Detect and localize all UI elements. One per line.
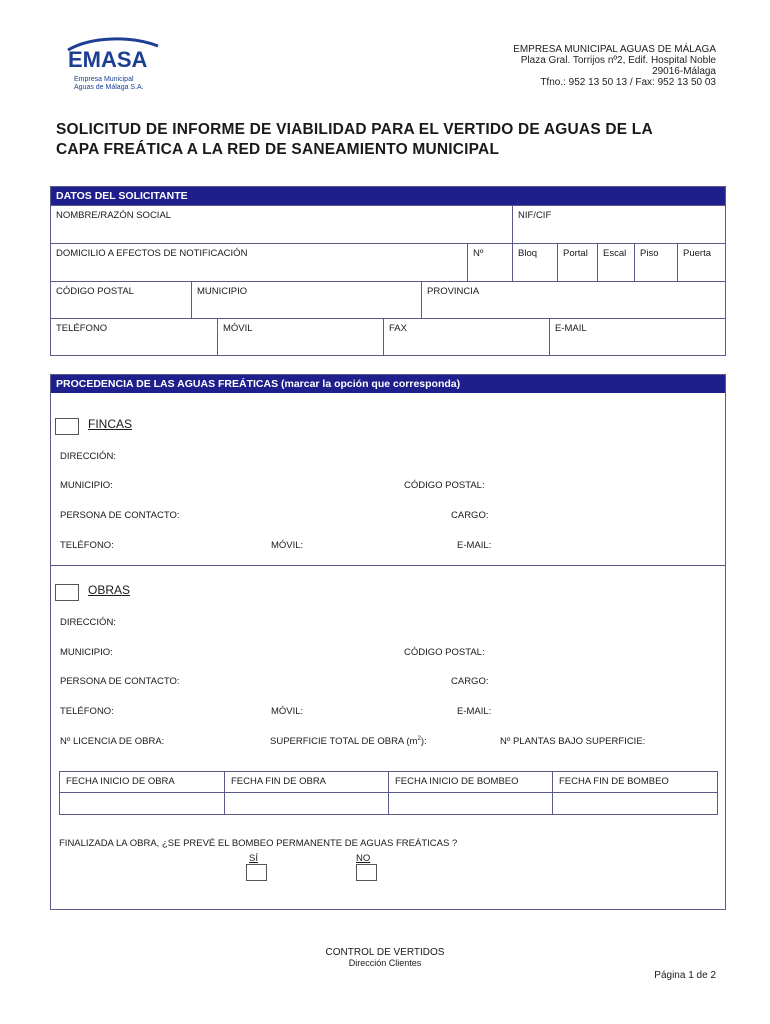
block-label: Bloq (518, 248, 538, 259)
company-address: Plaza Gral. Torrijos nº2, Edif. Hospital Noble (520, 55, 716, 66)
fincas-contact-label: PERSONA DE CONTACTO: (60, 510, 180, 521)
name-field[interactable] (51, 206, 512, 243)
permanent-pumping-question: FINALIZADA LA OBRA, ¿SE PREVÉ EL BOMBEO PERMANENTE DE AGUAS FREÁTICAS ? (59, 838, 458, 849)
page-number: Página 1 de 2 (654, 970, 716, 981)
province-field[interactable] (421, 282, 725, 318)
document-title (56, 120, 726, 160)
row-name (51, 205, 725, 243)
mobile-label: MÓVIL (223, 323, 253, 334)
fincas-municipality-label: MUNICIPIO: (60, 480, 113, 491)
fincas-obras-divider (51, 565, 725, 566)
logo-subtitle (74, 76, 144, 92)
no-label: NO (356, 853, 371, 864)
work-end-input[interactable] (224, 793, 388, 814)
obras-license-label: Nº LICENCIA DE OBRA: (60, 736, 165, 747)
postal-code-field[interactable] (51, 282, 191, 318)
company-info (513, 44, 716, 88)
obras-phone-label: TELÉFONO: (60, 706, 114, 717)
applicant-section (50, 186, 726, 356)
document-title-line1: SOLICITUD DE INFORME DE VIABILIDAD PARA EL VERTIDO DE AGUAS DE LA (56, 121, 653, 138)
name-label: NOMBRE/RAZÓN SOCIAL (56, 210, 172, 221)
row-address (51, 243, 725, 281)
work-start-header: FECHA INICIO DE OBRA (66, 776, 175, 787)
pump-end-header: FECHA FIN DE BOMBEO (552, 772, 717, 792)
obras-email-label: E-MAIL: (457, 706, 492, 717)
pump-start-input[interactable] (388, 793, 552, 814)
fincas-phone-label: TELÉFONO: (60, 540, 114, 551)
obras-role-label: CARGO: (451, 676, 489, 687)
obras-area-label-suffix: ): (420, 736, 427, 748)
dates-value-row (60, 792, 717, 814)
emasa-logo-mark (62, 36, 162, 76)
obras-address-label: DIRECCIÓN: (60, 617, 116, 628)
email-label: E-MAIL (555, 323, 587, 334)
fax-field[interactable] (383, 319, 549, 355)
logo-subtitle-line1: Empresa Municipal (74, 76, 134, 83)
municipality-field[interactable] (191, 282, 421, 318)
origin-section-header: PROCEDENCIA DE LAS AGUAS FREÁTICAS (marcar la opción que corresponda) (51, 375, 725, 393)
fincas-title: FINCAS (88, 417, 133, 431)
floor-label: Piso (640, 248, 659, 259)
company-city: 29016-Málaga (652, 66, 716, 77)
email-field[interactable] (549, 319, 725, 355)
obras-checkbox[interactable] (55, 584, 79, 601)
portal-field[interactable] (557, 244, 597, 281)
number-field[interactable] (467, 244, 512, 281)
address-field[interactable] (51, 244, 467, 281)
pump-end-input[interactable] (552, 793, 717, 814)
stair-label: Escal (603, 248, 627, 259)
origin-section (50, 374, 726, 910)
obras-postal-code-label: CÓDIGO POSTAL: (404, 647, 485, 658)
yes-checkbox[interactable] (246, 864, 267, 881)
company-name: EMPRESA MUNICIPAL AGUAS DE MÁLAGA (513, 44, 716, 55)
company-phone: Tfno.: 952 13 50 13 / Fax: 952 13 50 03 (540, 77, 716, 88)
portal-label: Portal (563, 248, 588, 259)
footer-department: CONTROL DE VERTIDOS (325, 947, 445, 958)
no-checkbox[interactable] (356, 864, 377, 881)
floor-field[interactable] (634, 244, 677, 281)
postal-code-label: CÓDIGO POSTAL (56, 286, 134, 297)
row-location (51, 281, 725, 318)
obras-area-label-prefix: SUPERFICIE TOTAL DE OBRA (m (270, 736, 418, 748)
phone-label: TELÉFONO (56, 323, 108, 334)
work-start-input[interactable] (60, 793, 224, 814)
door-field[interactable] (677, 244, 725, 281)
work-end-header: FECHA FIN DE OBRA (224, 772, 388, 792)
fincas-role-label: CARGO: (451, 510, 489, 521)
applicant-section-header: DATOS DEL SOLICITANTE (51, 187, 725, 205)
fincas-address-label: DIRECCIÓN: (60, 451, 116, 462)
municipality-label: MUNICIPIO (197, 286, 248, 297)
block-field[interactable] (512, 244, 557, 281)
mobile-field[interactable] (217, 319, 383, 355)
obras-municipality-label: MUNICIPIO: (60, 647, 113, 658)
phone-field[interactable] (51, 319, 217, 355)
footer (0, 947, 770, 969)
nif-label: NIF/CIF (518, 210, 552, 221)
logo-subtitle-line2: Aguas de Málaga S.A. (74, 84, 144, 91)
obras-floors-label: Nº PLANTAS BAJO SUPERFICIE: (500, 736, 646, 747)
fincas-postal-code-label: CÓDIGO POSTAL: (404, 480, 485, 491)
number-label: Nº (473, 248, 484, 259)
door-label: Puerta (683, 248, 711, 259)
obras-title: OBRAS (88, 583, 131, 597)
obras-mobile-label: MÓVIL: (271, 706, 304, 717)
obras-area-label (270, 736, 427, 747)
yes-label: SÍ (249, 853, 258, 864)
row-contact (51, 318, 725, 355)
logo-wordmark: EMASA (68, 47, 148, 72)
emasa-logo (62, 36, 162, 92)
fincas-email-label: E-MAIL: (457, 540, 492, 551)
dates-header-row (60, 772, 717, 792)
stair-field[interactable] (597, 244, 634, 281)
fincas-mobile-label: MÓVIL: (271, 540, 304, 551)
address-label: DOMICILIO A EFECTOS DE NOTIFICACIÓN (56, 248, 248, 259)
nif-field[interactable] (512, 206, 725, 243)
dates-table (59, 771, 718, 815)
obras-area-label-sup: 2 (417, 736, 421, 742)
province-label: PROVINCIA (427, 286, 480, 297)
document-title-line2: CAPA FREÁTICA A LA RED DE SANEAMIENTO MUNICIPAL (56, 141, 500, 158)
pump-start-header: FECHA INICIO DE BOMBEO (388, 772, 552, 792)
obras-contact-label: PERSONA DE CONTACTO: (60, 676, 180, 687)
fax-label: FAX (389, 323, 407, 334)
fincas-checkbox[interactable] (55, 418, 79, 435)
footer-subdepartment: Dirección Clientes (348, 958, 422, 968)
